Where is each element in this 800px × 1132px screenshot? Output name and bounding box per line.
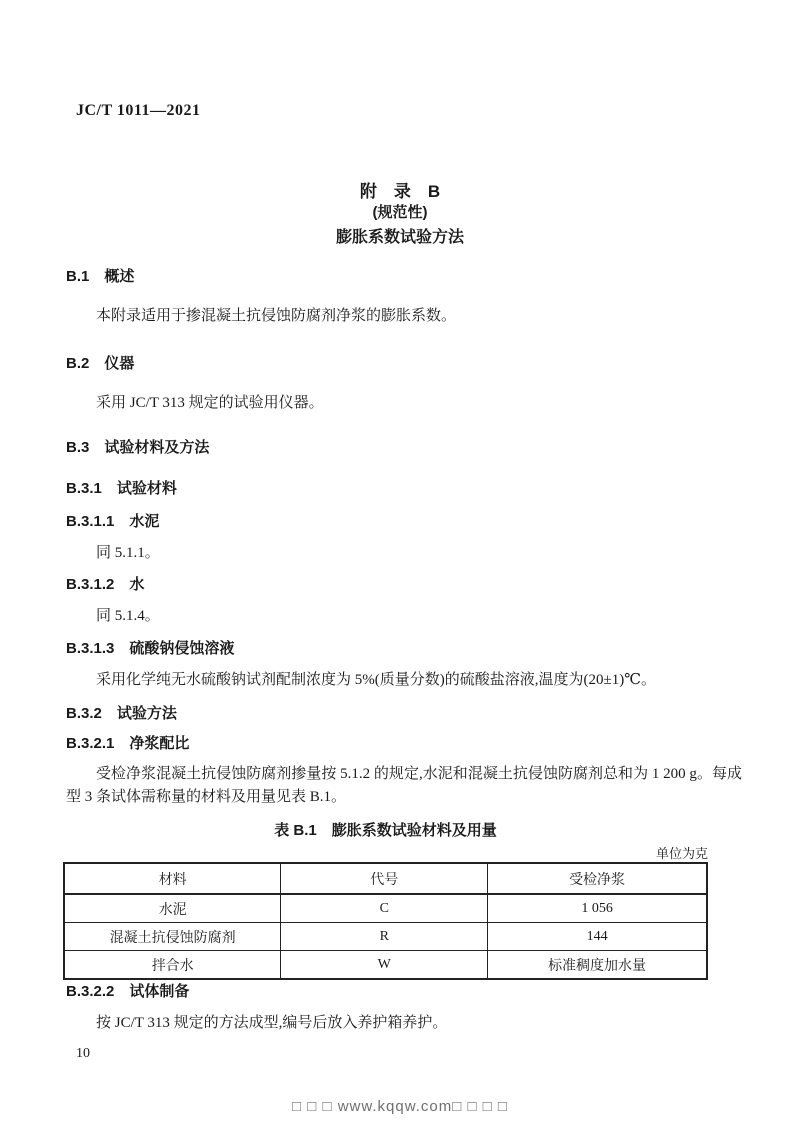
table-header-row — [64, 863, 707, 894]
watermark-text: □ □ □ www.kqqw.com□ □ □ □ — [292, 1098, 508, 1115]
heading-b3: B.3 试验材料及方法 — [66, 439, 210, 456]
materials-table-body — [64, 894, 707, 979]
table-row — [64, 951, 707, 980]
paragraph-b313: 采用化学纯无水硫酸钠试剂配制浓度为 5%(质量分数)的硫酸盐溶液,温度为(20±1)℃。 — [96, 672, 656, 688]
paragraph-b322: 按 JC/T 313 规定的方法成型,编号后放入养护箱养护。 — [96, 1015, 448, 1031]
table-unit-label: 单位为克 — [655, 846, 708, 861]
materials-table-head — [64, 863, 707, 894]
materials-table — [63, 862, 708, 980]
paragraph-b321: 受检净浆混凝土抗侵蚀防腐剂掺量按 5.1.2 的规定,水泥和混凝土抗侵蚀防腐剂总和为 1 200 g。每成型 3 条试体需称量的材料及用量见表 B.1。 — [66, 766, 742, 805]
paragraph-b311: 同 5.1.1。 — [96, 545, 160, 561]
table-cell: W — [281, 951, 488, 980]
heading-b313: B.3.1.3 硫酸钠侵蚀溶液 — [66, 640, 235, 657]
table-cell: 水泥 — [64, 894, 281, 923]
page-number: 10 — [76, 1046, 90, 1061]
table-cell: 混凝土抗侵蚀防腐剂 — [64, 923, 281, 951]
paragraph-b312: 同 5.1.4。 — [96, 608, 160, 624]
table-header-symbol: 代号 — [281, 863, 488, 894]
heading-b32: B.3.2 试验方法 — [66, 705, 177, 722]
table-cell: 标准稠度加水量 — [488, 951, 707, 980]
heading-b311: B.3.1.1 水泥 — [66, 513, 160, 530]
table-row — [64, 923, 707, 951]
table-cell: 拌合水 — [64, 951, 281, 980]
heading-b322: B.3.2.2 试体制备 — [66, 983, 190, 1000]
table-cell: C — [281, 894, 488, 923]
table-cell: 1 056 — [488, 894, 707, 923]
table-header-tested-paste: 受检净浆 — [488, 863, 707, 894]
table-cell: 144 — [488, 923, 707, 951]
paragraph-b1: 本附录适用于掺混凝土抗侵蚀防腐剂净浆的膨胀系数。 — [96, 308, 457, 324]
running-header-standard-number: JC/T 1011—2021 — [76, 102, 201, 119]
appendix-title: 附 录 B — [359, 182, 441, 201]
heading-b312: B.3.1.2 水 — [66, 576, 145, 593]
appendix-normative-label: (规范性) — [372, 204, 428, 221]
heading-b321: B.3.2.1 净浆配比 — [66, 735, 190, 752]
appendix-subject-title: 膨胀系数试验方法 — [335, 229, 464, 246]
table-caption: 表 B.1 膨胀系数试验材料及用量 — [274, 822, 497, 839]
table-row — [64, 894, 707, 923]
table-header-material: 材料 — [64, 863, 281, 894]
heading-b2: B.2 仪器 — [66, 355, 135, 372]
heading-b31: B.3.1 试验材料 — [66, 480, 177, 497]
paragraph-b2: 采用 JC/T 313 规定的试验用仪器。 — [96, 395, 324, 411]
table-cell: R — [281, 923, 488, 951]
heading-b1: B.1 概述 — [66, 268, 135, 285]
